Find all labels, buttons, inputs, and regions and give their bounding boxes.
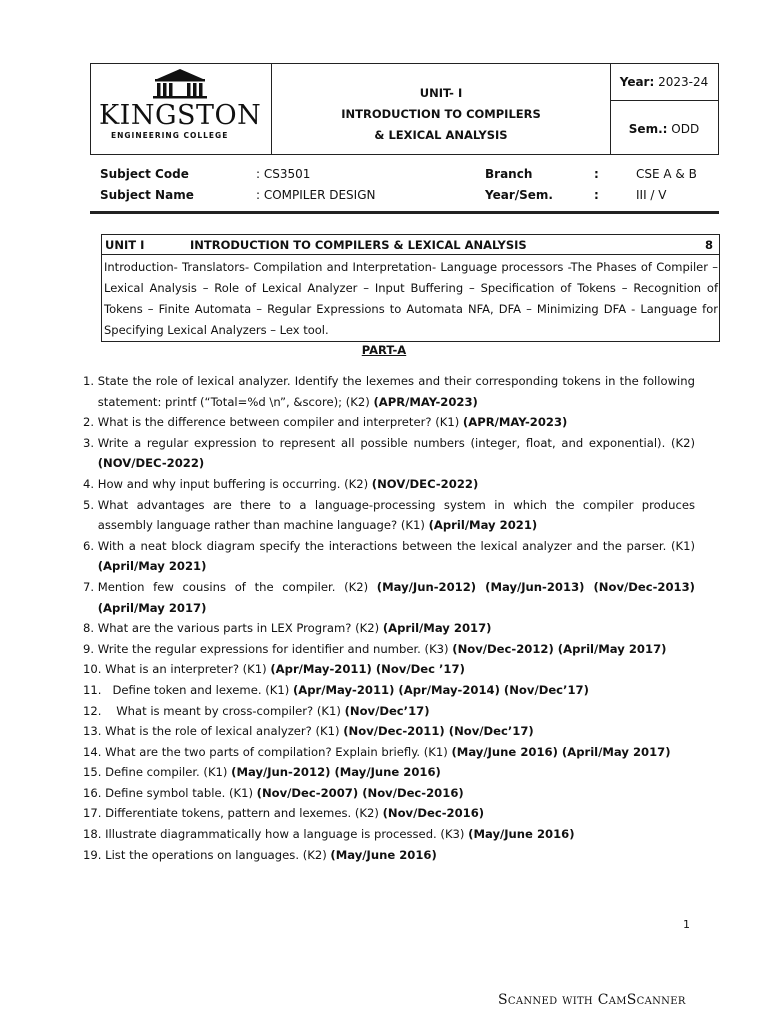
syllabus-title: INTRODUCTION TO COMPILERS & LEXICAL ANALYSIS (190, 238, 527, 252)
question-number: 19. (83, 847, 106, 862)
branch-value: CSE A & B (636, 167, 697, 181)
question-number: 14. (83, 744, 106, 759)
question-number: 4. (83, 476, 98, 491)
year-label: Year: (619, 75, 655, 89)
question-text: Define compiler. (K1) (105, 765, 232, 780)
question-number: 3. (83, 435, 98, 450)
sem-field (610, 101, 718, 156)
question-ref: (May/June 2016) (468, 827, 575, 842)
question-text: List the operations on languages. (K2) (105, 847, 331, 862)
unit-title-block (272, 84, 610, 145)
list-item (83, 659, 695, 680)
question-ref: (Nov/Dec’17) (344, 703, 430, 718)
list-item (83, 783, 695, 804)
question-ref: (Nov/Dec-2016) (382, 806, 485, 821)
list-item (83, 721, 695, 742)
syllabus-text: Introduction- Translators- Compilation and Interpretation- Language processors -The Phases of Compiler – Lexical Analysis – Role of Lexical Analyzer – Input Buffering – Specification of Tokens – Recognition of Tokens – Finite Automata – Regular Expressions to Automata NFA, DFA – Minimizing DFA - Language for Specifying Lexical Analyzers – Lex tool. (104, 260, 718, 337)
question-ref: (April/May 2021) (97, 559, 207, 574)
branch-label: Branch (485, 167, 533, 181)
part-a-title: PART-A (361, 343, 407, 357)
subject-name-label: Subject Name (100, 188, 194, 202)
question-text: With a neat block diagram specify the interactions between the lexical analyzer and the parser. (K1) (97, 538, 695, 553)
question-ref: (APR/MAY-2023) (462, 415, 568, 430)
question-number: 12. (83, 703, 117, 718)
syllabus-hours: 8 (705, 238, 714, 252)
list-item (83, 742, 695, 763)
header-divider (90, 211, 719, 214)
question-number: 16. (83, 785, 106, 800)
sem-label: Sem.: (628, 121, 668, 136)
question-text: What is an interpreter? (K1) (105, 662, 271, 677)
year-sem-colon: : (594, 188, 599, 202)
unit-label: UNIT- I (419, 86, 463, 100)
list-item (83, 495, 695, 536)
question-text: How and why input buffering is occurring. (K2) (97, 476, 372, 491)
branch-colon: : (594, 167, 599, 181)
question-ref: (Apr/May-2011) (Apr/May-2014) (Nov/Dec’17) (292, 682, 589, 697)
page-number: 1 (683, 918, 690, 931)
question-number: 8. (83, 621, 98, 636)
list-item (83, 412, 695, 433)
question-number: 10. (83, 662, 106, 677)
unit-title-line2: & LEXICAL ANALYSIS (374, 128, 508, 142)
question-ref: (May/June 2016) (330, 847, 437, 862)
year-field (610, 64, 718, 100)
question-text: Differentiate tokens, pattern and lexemes. (K2) (105, 806, 383, 821)
question-number: 11. (83, 682, 113, 697)
question-text: Illustrate diagrammatically how a language is processed. (K3) (105, 827, 469, 842)
header-table (90, 63, 719, 155)
question-text: What is the difference between compiler and interpreter? (K1) (97, 415, 463, 430)
year-sem-label: Year/Sem. (485, 188, 553, 202)
question-ref: (May/Jun-2012) (May/Jun-2013) (Nov/Dec-2013) (April/May 2017) (97, 579, 695, 615)
logo-name: KINGSTON (99, 100, 262, 131)
syllabus-box (101, 234, 720, 342)
question-text: What are the various parts in LEX Program? (K2) (97, 621, 383, 636)
list-item (83, 433, 695, 474)
syllabus-unit: UNIT I (105, 238, 145, 252)
question-number: 6. (83, 538, 98, 553)
list-item (83, 824, 695, 845)
subject-code-value: : CS3501 (256, 167, 311, 181)
question-number: 13. (83, 724, 106, 739)
question-number: 18. (83, 827, 106, 842)
question-ref: (Nov/Dec-2007) (Nov/Dec-2016) (256, 785, 464, 800)
sem-value: ODD (671, 121, 700, 136)
year-value: 2023-24 (658, 75, 709, 89)
question-number: 9. (83, 641, 98, 656)
question-number: 2. (83, 415, 98, 430)
question-text: What are the two parts of compilation? Explain briefly. (K1) (105, 744, 452, 759)
question-ref: (Apr/May-2011) (Nov/Dec ’17) (270, 662, 465, 677)
list-item (83, 803, 695, 824)
unit-title-line1: INTRODUCTION TO COMPILERS (341, 107, 541, 121)
list-item (83, 577, 695, 618)
question-text: Write the regular expressions for identifier and number. (K3) (97, 641, 453, 656)
question-number: 5. (83, 497, 98, 512)
question-ref: (Nov/Dec-2012) (April/May 2017) (452, 641, 667, 656)
question-text: What advantages are there to a language-processing system in which the compiler produces assembly language rather than machine language? (K1) (97, 497, 695, 533)
subject-code-label: Subject Code (100, 167, 189, 181)
list-item (83, 639, 695, 660)
question-ref: (May/June 2016) (April/May 2017) (451, 744, 671, 759)
scanner-watermark: Scanned with CamScanner (498, 992, 686, 1008)
question-number: 1. (83, 374, 98, 388)
year-sem-value: III / V (636, 188, 667, 202)
question-ref: (May/Jun-2012) (May/June 2016) (231, 765, 441, 780)
list-item (83, 680, 695, 701)
question-text: State the role of lexical analyzer. Identify the lexemes and their corresponding tokens in the following statement: printf (“Total=%d \n”, &score); (K2) (97, 374, 695, 409)
question-text: What is the role of lexical analyzer? (K1) (105, 724, 344, 739)
list-item (83, 762, 695, 783)
list-item (83, 474, 695, 495)
college-logo (91, 64, 272, 156)
list-item (83, 701, 695, 722)
list-item (83, 371, 695, 412)
list-item (83, 618, 695, 639)
part-a-heading (0, 343, 768, 357)
question-number: 7. (83, 579, 98, 594)
logo-subtitle: ENGINEERING COLLEGE (111, 131, 229, 140)
question-text: Define token and lexeme. (K1) (112, 682, 293, 697)
syllabus-header (102, 235, 719, 255)
question-number: 17. (83, 806, 106, 821)
question-text: Mention few cousins of the compiler. (K2) (97, 579, 377, 594)
question-text: Define symbol table. (K1) (105, 785, 257, 800)
question-ref: (April/May 2021) (428, 518, 538, 533)
subject-name-value: : COMPILER DESIGN (256, 188, 376, 202)
list-item (83, 536, 695, 577)
question-ref: (NOV/DEC-2022) (97, 456, 205, 471)
question-ref: (Nov/Dec-2011) (Nov/Dec’17) (343, 724, 534, 739)
question-number: 15. (83, 765, 106, 780)
question-ref: (APR/MAY-2023) (373, 394, 478, 409)
question-text: Write a regular expression to represent all possible numbers (integer, float, and exponential). (K2) (97, 435, 695, 450)
building-icon (91, 64, 272, 104)
question-text: What is meant by cross-compiler? (K1) (116, 703, 345, 718)
question-ref: (NOV/DEC-2022) (371, 476, 479, 491)
question-list (83, 371, 695, 865)
list-item (83, 845, 695, 866)
question-ref: (April/May 2017) (382, 621, 492, 636)
